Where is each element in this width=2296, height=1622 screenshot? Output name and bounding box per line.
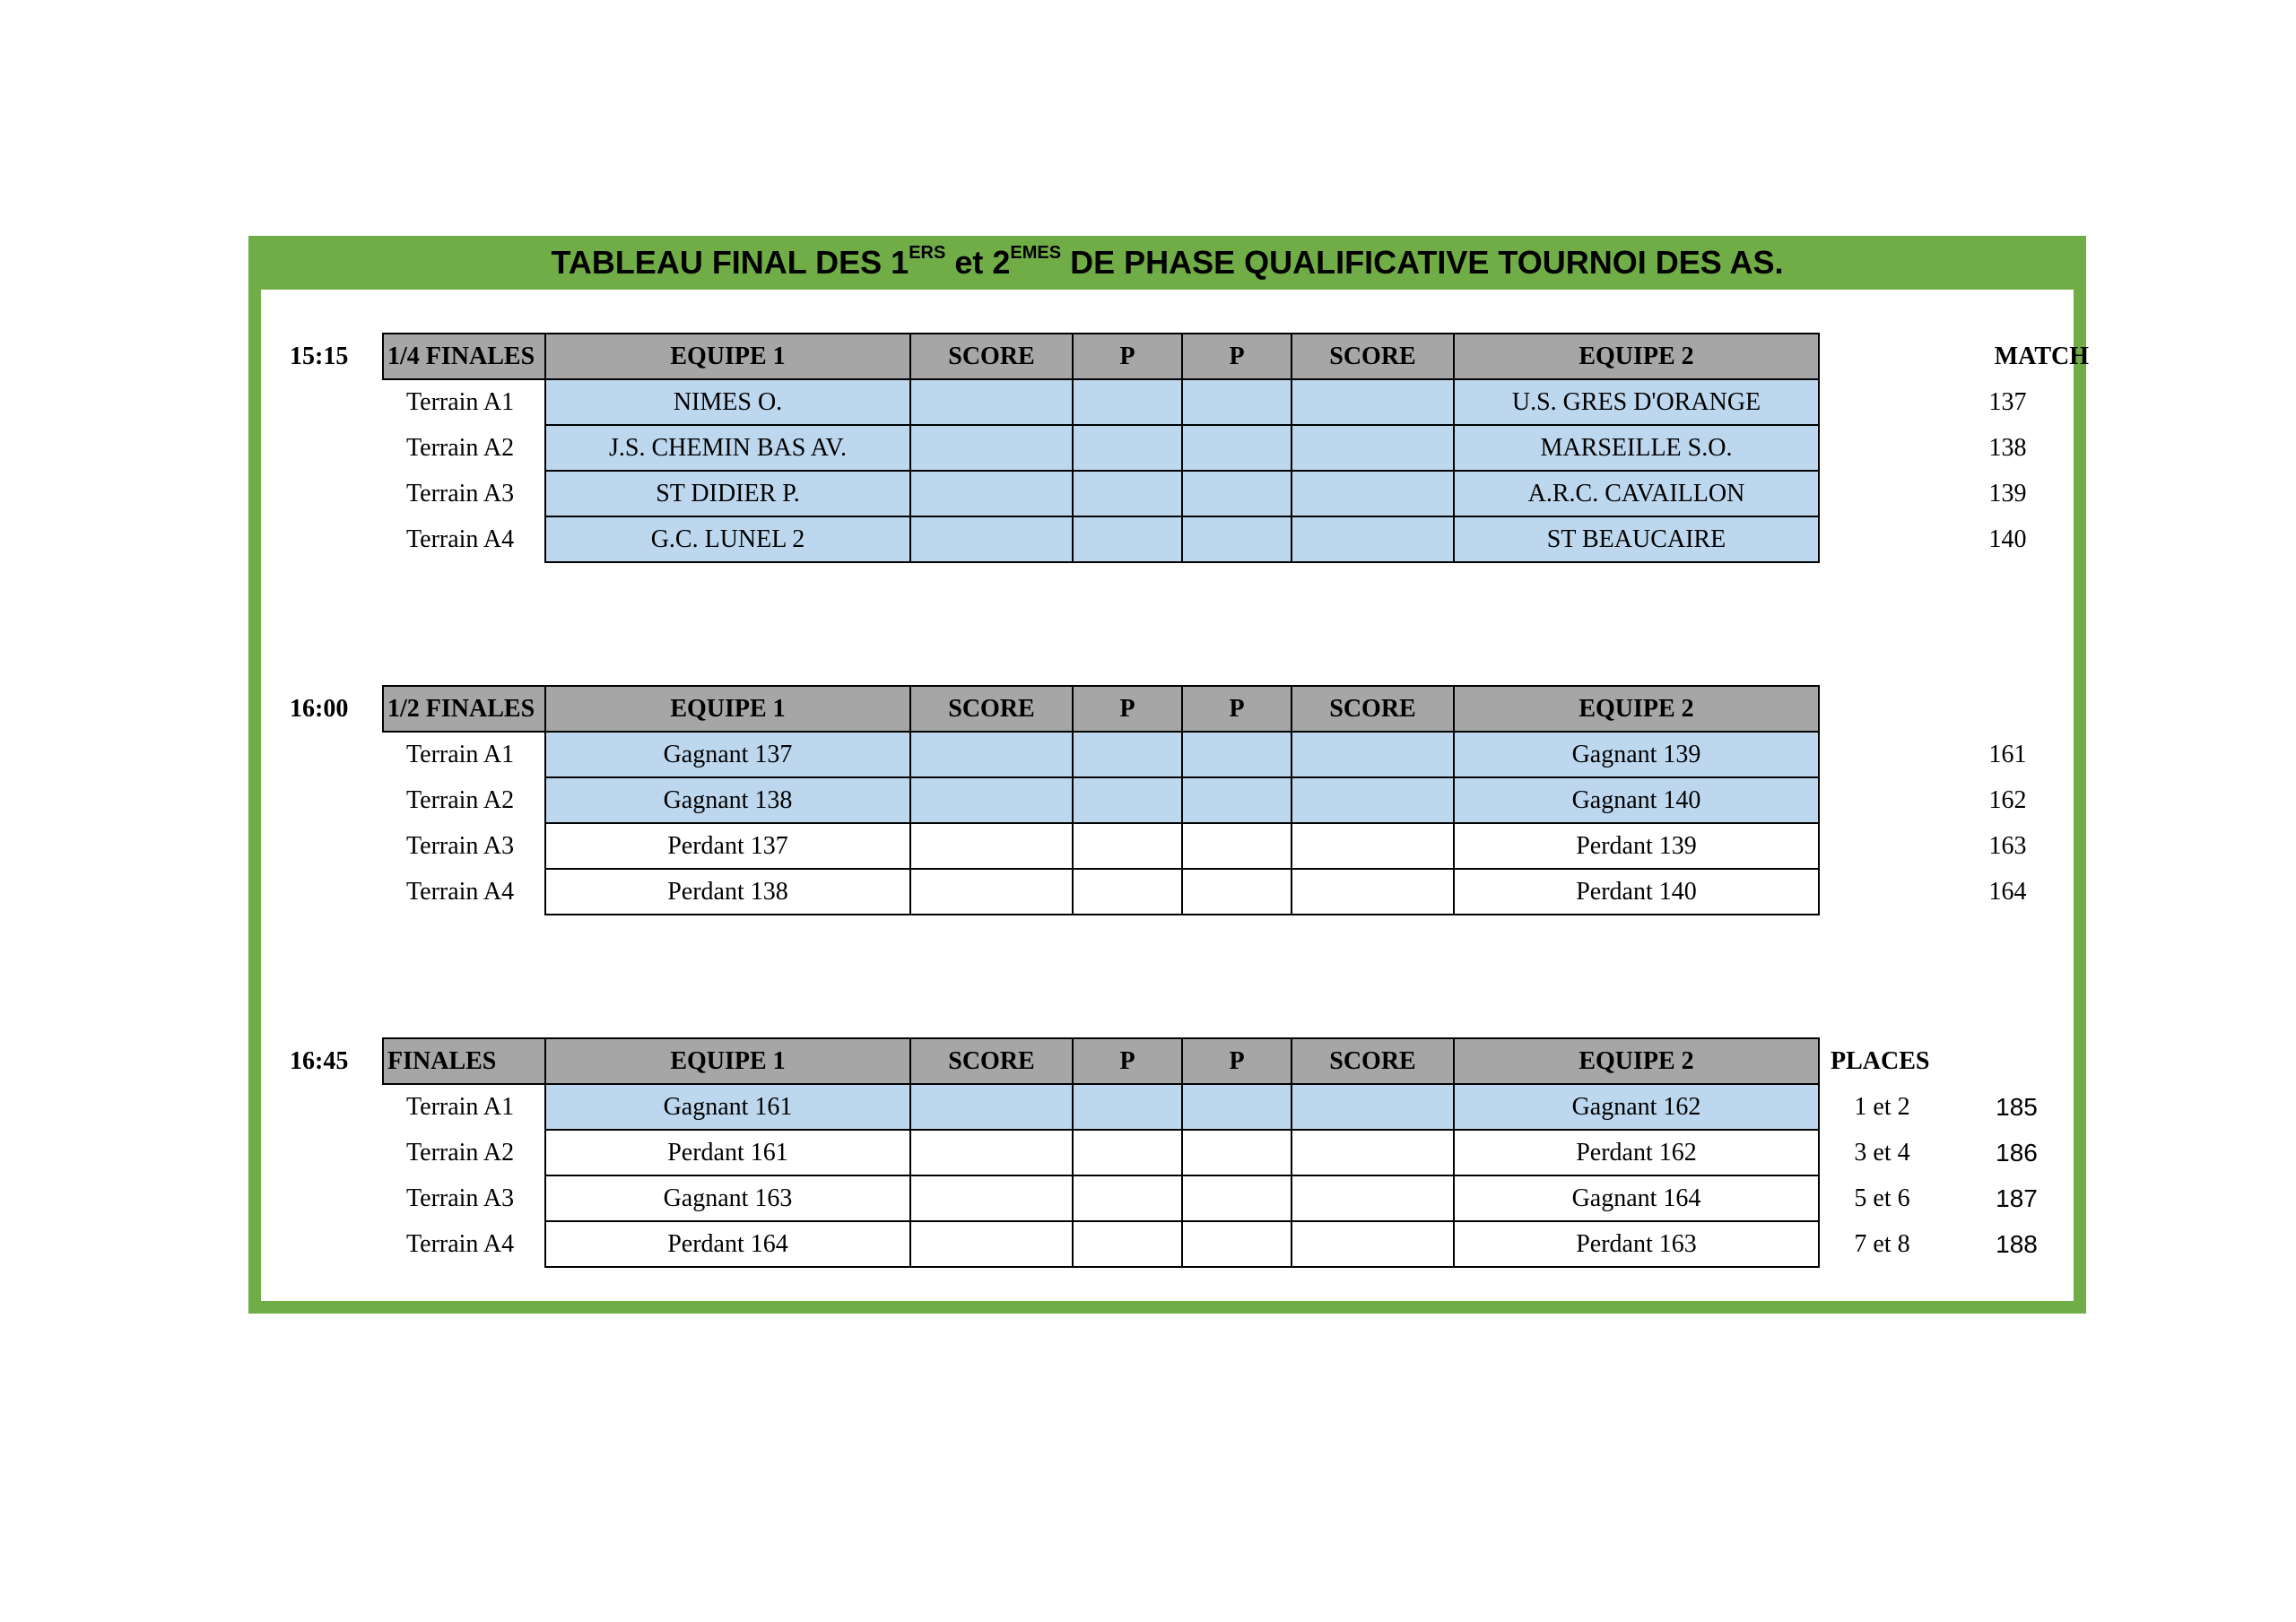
table-row xyxy=(290,823,2089,869)
p1-cell[interactable] xyxy=(1073,1084,1182,1130)
table-header-row xyxy=(290,686,2089,732)
places-label: 3 et 4 xyxy=(1854,1138,1910,1167)
places-label: 7 et 8 xyxy=(1854,1229,1910,1258)
table-row xyxy=(290,471,2089,516)
score1-cell[interactable] xyxy=(910,777,1073,823)
match-number: 162 xyxy=(1988,785,2027,814)
p2-cell[interactable] xyxy=(1182,1084,1292,1130)
time-label: 16:00 xyxy=(290,694,349,723)
column-header-places: PLACES xyxy=(1831,1046,1930,1075)
p1-cell[interactable] xyxy=(1073,732,1182,777)
table-row xyxy=(290,1130,2089,1175)
match-number: 161 xyxy=(1988,740,2027,768)
team1-cell: Perdant 137 xyxy=(545,823,910,869)
p2-cell[interactable] xyxy=(1182,869,1292,915)
score1-cell[interactable] xyxy=(910,471,1073,516)
team1-cell: Gagnant 163 xyxy=(545,1175,910,1221)
terrain-label: Terrain A3 xyxy=(406,1184,515,1212)
score2-cell[interactable] xyxy=(1292,1130,1454,1175)
p2-cell[interactable] xyxy=(1182,823,1292,869)
p2-cell[interactable] xyxy=(1182,732,1292,777)
column-header-equipe2: EQUIPE 2 xyxy=(1454,334,1819,379)
column-header-p1: P xyxy=(1073,686,1182,732)
table-row xyxy=(290,1221,2089,1267)
score2-cell[interactable] xyxy=(1292,516,1454,562)
score2-cell[interactable] xyxy=(1292,869,1454,915)
p1-cell[interactable] xyxy=(1073,823,1182,869)
p2-cell[interactable] xyxy=(1182,1175,1292,1221)
p2-cell[interactable] xyxy=(1182,1221,1292,1267)
column-header-score1: SCORE xyxy=(910,1038,1073,1084)
semi-finals-table xyxy=(290,685,2089,915)
score2-cell[interactable] xyxy=(1292,732,1454,777)
team1-cell: Gagnant 137 xyxy=(545,732,910,777)
table-row xyxy=(290,1084,2089,1130)
terrain-label: Terrain A4 xyxy=(406,525,515,553)
terrain-label: Terrain A2 xyxy=(406,785,515,814)
team2-cell: Perdant 163 xyxy=(1454,1221,1819,1267)
score1-cell[interactable] xyxy=(910,516,1073,562)
column-header-equipe1: EQUIPE 1 xyxy=(545,334,910,379)
terrain-label: Terrain A2 xyxy=(406,433,515,462)
p2-cell[interactable] xyxy=(1182,1130,1292,1175)
stage-label: 1/4 FINALES xyxy=(383,334,545,379)
column-header-score2: SCORE xyxy=(1292,334,1454,379)
match-number: 185 xyxy=(1996,1092,2038,1121)
column-header-equipe2: EQUIPE 2 xyxy=(1454,1038,1819,1084)
column-header-p1: P xyxy=(1073,1038,1182,1084)
team1-cell: Perdant 164 xyxy=(545,1221,910,1267)
match-number: 163 xyxy=(1988,831,2027,860)
p2-cell[interactable] xyxy=(1182,471,1292,516)
match-number: 139 xyxy=(1988,479,2027,507)
match-number: 188 xyxy=(1996,1229,2038,1258)
score1-cell[interactable] xyxy=(910,1084,1073,1130)
score2-cell[interactable] xyxy=(1292,379,1454,425)
score1-cell[interactable] xyxy=(910,869,1073,915)
p1-cell[interactable] xyxy=(1073,471,1182,516)
score2-cell[interactable] xyxy=(1292,471,1454,516)
score1-cell[interactable] xyxy=(910,1175,1073,1221)
score1-cell[interactable] xyxy=(910,1221,1073,1267)
column-header-match: MATCH xyxy=(1994,342,2089,370)
terrain-label: Terrain A3 xyxy=(406,831,515,860)
team2-cell: A.R.C. CAVAILLON xyxy=(1454,471,1819,516)
p1-cell[interactable] xyxy=(1073,869,1182,915)
p1-cell[interactable] xyxy=(1073,777,1182,823)
score1-cell[interactable] xyxy=(910,425,1073,471)
table-row xyxy=(290,777,2089,823)
column-header-p2: P xyxy=(1182,1038,1292,1084)
column-header-score2: SCORE xyxy=(1292,1038,1454,1084)
team2-cell: Gagnant 139 xyxy=(1454,732,1819,777)
team1-cell: Perdant 138 xyxy=(545,869,910,915)
title-text: TABLEAU FINAL DES 1ERS et 2EMES DE PHASE QUALIFICATIVE TOURNOI DES AS. xyxy=(551,243,1784,281)
terrain-label: Terrain A2 xyxy=(406,1138,515,1167)
stage-label: FINALES xyxy=(383,1038,545,1084)
column-header-p2: P xyxy=(1182,334,1292,379)
match-number: 137 xyxy=(1988,387,2027,416)
match-number: 187 xyxy=(1996,1184,2038,1212)
terrain-label: Terrain A4 xyxy=(406,877,515,906)
team1-cell: NIMES O. xyxy=(545,379,910,425)
team2-cell: MARSEILLE S.O. xyxy=(1454,425,1819,471)
team2-cell: Perdant 162 xyxy=(1454,1130,1819,1175)
table-header-row xyxy=(290,334,2089,379)
title-bar xyxy=(261,236,2074,290)
terrain-label: Terrain A3 xyxy=(406,479,515,507)
p1-cell[interactable] xyxy=(1073,516,1182,562)
quarter-finals-table xyxy=(290,333,2089,563)
score2-cell[interactable] xyxy=(1292,1175,1454,1221)
team1-cell: G.C. LUNEL 2 xyxy=(545,516,910,562)
terrain-label: Terrain A4 xyxy=(406,1229,515,1258)
p2-cell[interactable] xyxy=(1182,777,1292,823)
score1-cell[interactable] xyxy=(910,379,1073,425)
table-row xyxy=(290,1175,2089,1221)
team2-cell: U.S. GRES D'ORANGE xyxy=(1454,379,1819,425)
column-header-score1: SCORE xyxy=(910,334,1073,379)
table-row xyxy=(290,516,2089,562)
match-number: 140 xyxy=(1988,525,2027,553)
terrain-label: Terrain A1 xyxy=(406,388,515,416)
score1-cell[interactable] xyxy=(910,732,1073,777)
team2-cell: Gagnant 162 xyxy=(1454,1084,1819,1130)
column-header-score2: SCORE xyxy=(1292,686,1454,732)
table-row xyxy=(290,732,2089,777)
time-label: 16:45 xyxy=(290,1046,349,1075)
terrain-label: Terrain A1 xyxy=(406,1093,515,1121)
table-header-row xyxy=(290,1038,2089,1084)
score1-cell[interactable] xyxy=(910,823,1073,869)
score2-cell[interactable] xyxy=(1292,823,1454,869)
table-row xyxy=(290,379,2089,425)
team1-cell: Gagnant 161 xyxy=(545,1084,910,1130)
team1-cell: ST DIDIER P. xyxy=(545,471,910,516)
column-header-score1: SCORE xyxy=(910,686,1073,732)
p1-cell[interactable] xyxy=(1073,425,1182,471)
column-header-equipe2: EQUIPE 2 xyxy=(1454,686,1819,732)
places-label: 1 et 2 xyxy=(1854,1092,1910,1121)
p1-cell[interactable] xyxy=(1073,1130,1182,1175)
score2-cell[interactable] xyxy=(1292,1084,1454,1130)
p2-cell[interactable] xyxy=(1182,425,1292,471)
score2-cell[interactable] xyxy=(1292,777,1454,823)
team1-cell: Gagnant 138 xyxy=(545,777,910,823)
terrain-label: Terrain A1 xyxy=(406,741,515,768)
score2-cell[interactable] xyxy=(1292,425,1454,471)
table-row xyxy=(290,425,2089,471)
team1-cell: Perdant 161 xyxy=(545,1130,910,1175)
team2-cell: ST BEAUCAIRE xyxy=(1454,516,1819,562)
score1-cell[interactable] xyxy=(910,1130,1073,1175)
p1-cell[interactable] xyxy=(1073,379,1182,425)
p1-cell[interactable] xyxy=(1073,1175,1182,1221)
places-label: 5 et 6 xyxy=(1854,1184,1910,1212)
match-number: 186 xyxy=(1996,1138,2038,1167)
team2-cell: Perdant 140 xyxy=(1454,869,1819,915)
table-row xyxy=(290,869,2089,915)
p2-cell[interactable] xyxy=(1182,516,1292,562)
team1-cell: J.S. CHEMIN BAS AV. xyxy=(545,425,910,471)
match-number: 164 xyxy=(1988,877,2027,906)
team2-cell: Gagnant 164 xyxy=(1454,1175,1819,1221)
time-label: 15:15 xyxy=(290,342,349,370)
stage-label: 1/2 FINALES xyxy=(383,686,545,732)
column-header-equipe1: EQUIPE 1 xyxy=(545,1038,910,1084)
finals-table xyxy=(290,1037,2089,1268)
column-header-equipe1: EQUIPE 1 xyxy=(545,686,910,732)
match-number: 138 xyxy=(1988,433,2027,462)
team2-cell: Perdant 139 xyxy=(1454,823,1819,869)
team2-cell: Gagnant 140 xyxy=(1454,777,1819,823)
score2-cell[interactable] xyxy=(1292,1221,1454,1267)
column-header-p1: P xyxy=(1073,334,1182,379)
p1-cell[interactable] xyxy=(1073,1221,1182,1267)
column-header-p2: P xyxy=(1182,686,1292,732)
p2-cell[interactable] xyxy=(1182,379,1292,425)
